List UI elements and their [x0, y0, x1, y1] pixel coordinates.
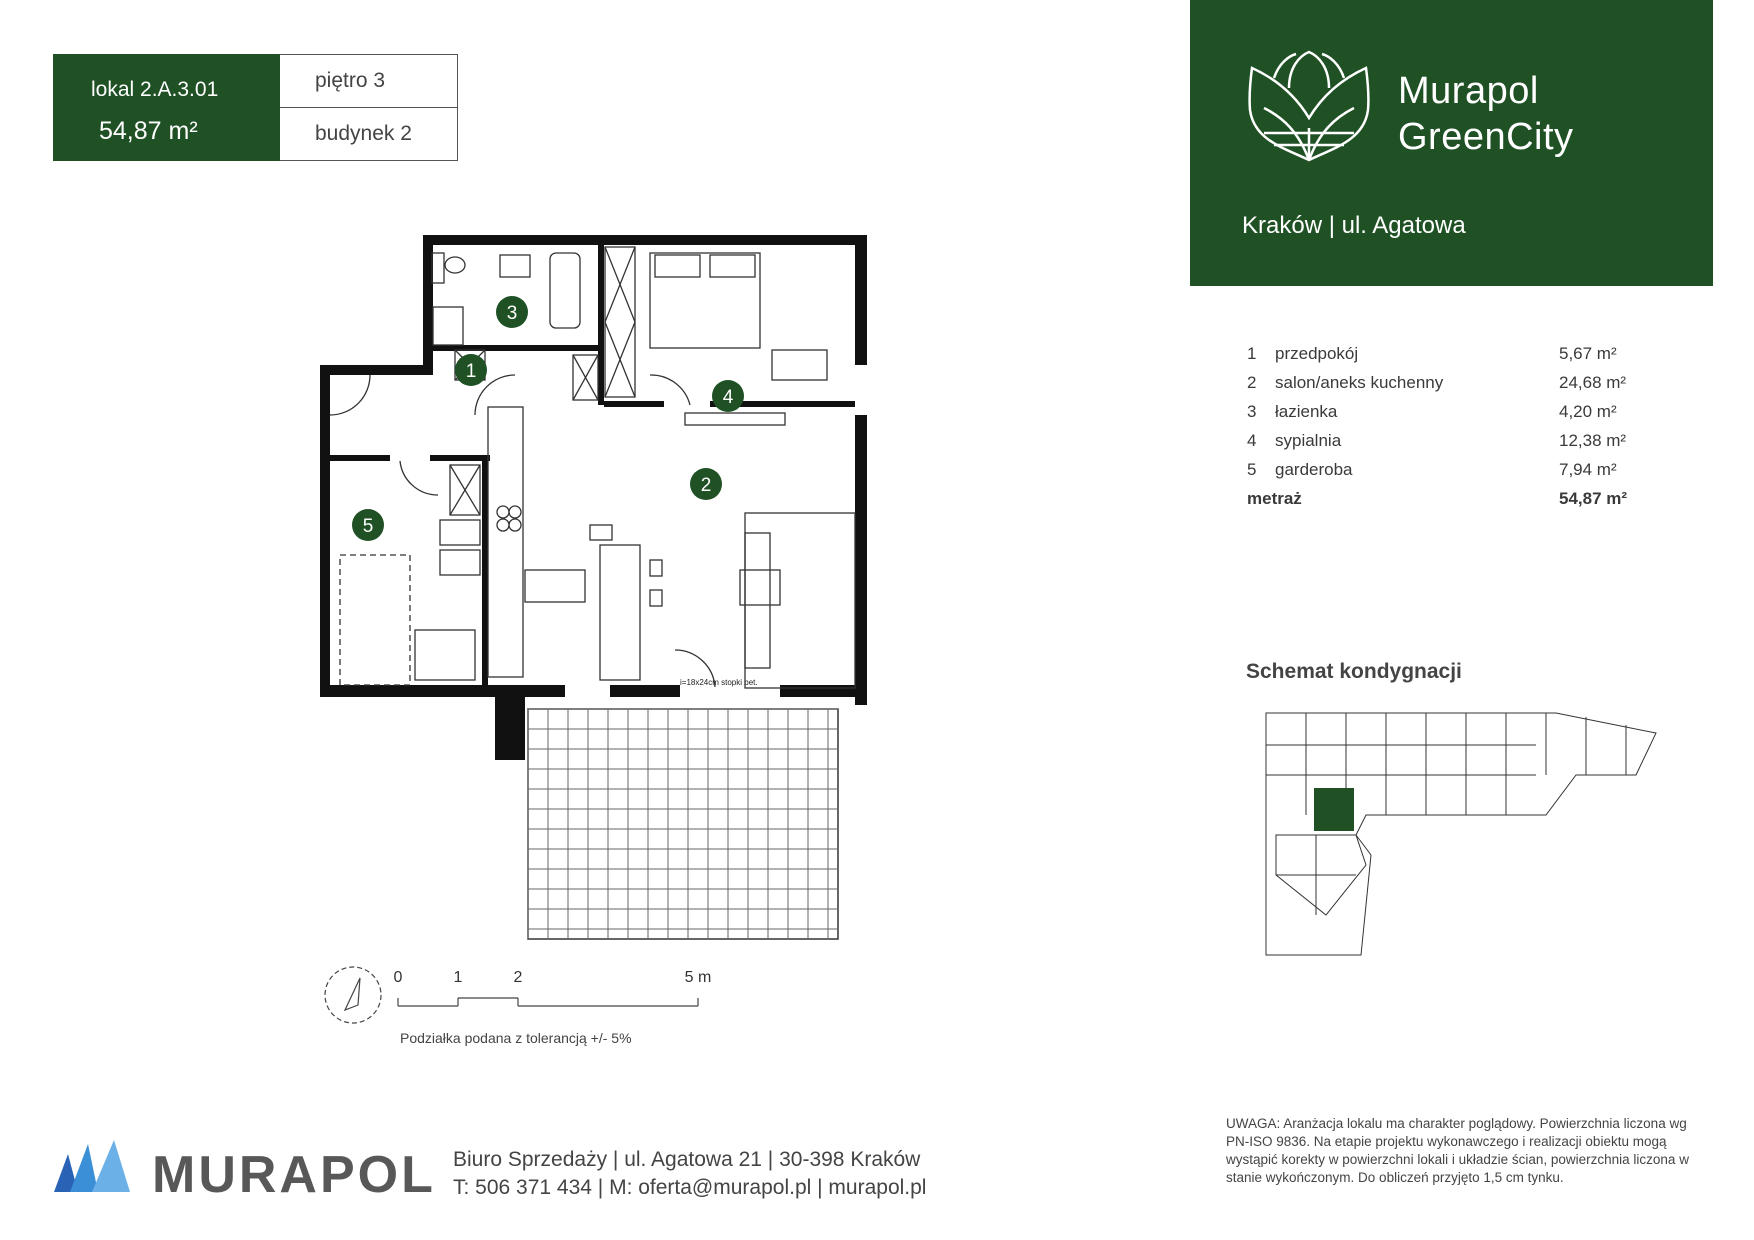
terrace: [528, 709, 838, 939]
walls: [320, 235, 867, 760]
room-marker-1: [455, 354, 487, 386]
brand-panel: [1190, 0, 1713, 286]
rooms-table: [1247, 344, 1647, 518]
tulip-logo-icon: [1244, 48, 1374, 163]
building-label: budynek 2: [315, 122, 412, 145]
unit-area: 54,87 m²: [99, 117, 198, 145]
unit-location-panel: [280, 54, 458, 161]
room-number: 5: [1247, 460, 1257, 479]
company-wordmark: MURAPOL: [152, 1146, 436, 1204]
svg-text:3: 3: [506, 303, 518, 324]
scale-tick-1: 1: [453, 969, 463, 986]
room-name: sypialnia: [1275, 431, 1342, 450]
total-area: 54,87 m²: [1559, 489, 1628, 508]
furniture: [330, 247, 855, 688]
disclaimer-note: UWAGA: Aranżacja lokalu ma charakter poglądowy. Powierzchnia liczona wg PN-ISO 9836. Na etapie projektu wykonawczego i realizacji obiektu mogą wystąpić korekty w powierzchni lokali i układzie ścian, powierzchnia liczona w stanie wykończonym. Do obliczeń przyjęto 1,5 cm tynku.: [1226, 1116, 1689, 1185]
room-name: salon/aneks kuchenny: [1275, 373, 1444, 392]
room-marker-2: [690, 468, 722, 500]
brand-title-line2: GreenCity: [1398, 116, 1574, 158]
unit-number: lokal 2.A.3.01: [91, 78, 219, 101]
room-row: [1247, 460, 1647, 489]
floor-plan: [310, 225, 880, 985]
murapol-logo-icon: [54, 1140, 130, 1192]
svg-text:1: 1: [465, 361, 477, 382]
scale-tolerance: Podziałka podana z tolerancją +/- 5%: [400, 1030, 632, 1046]
svg-text:4: 4: [722, 387, 734, 408]
room-marker-3: [496, 296, 528, 328]
room-row: [1247, 431, 1647, 460]
room-row: [1247, 373, 1647, 402]
brand-title-line1: Murapol: [1398, 70, 1539, 112]
floor-schematic: [1246, 705, 1666, 965]
room-number: 2: [1247, 373, 1257, 392]
room-name: łazienka: [1275, 402, 1338, 421]
unit-location-highlight: [1314, 788, 1354, 831]
brand-location: Kraków | ul. Agatowa: [1242, 212, 1466, 239]
scale-tick-5: 5 m: [684, 969, 712, 986]
schematic-title: Schemat kondygnacji: [1246, 660, 1462, 683]
svg-text:5: 5: [362, 516, 374, 537]
unit-id-panel: [53, 54, 280, 161]
room-row: [1247, 344, 1647, 373]
svg-text:2: 2: [700, 475, 712, 496]
room-row: [1247, 402, 1647, 431]
floor-label: piętro 3: [280, 55, 457, 108]
room-name: garderoba: [1275, 460, 1353, 479]
sales-office-contact: T: 506 371 434 | M: oferta@murapol.pl | murapol.pl: [453, 1176, 927, 1199]
room-area: 7,94 m²: [1559, 460, 1617, 479]
room-number: 1: [1247, 344, 1257, 363]
stair-note: i=18x24cm stopki bet.: [680, 678, 758, 687]
total-label: metraż: [1247, 489, 1302, 508]
room-marker-5: [352, 509, 384, 541]
room-area: 24,68 m²: [1559, 373, 1627, 392]
room-area: 12,38 m²: [1559, 431, 1627, 450]
room-marker-4: [712, 380, 744, 412]
sales-office-address: Biuro Sprzedaży | ul. Agatowa 21 | 30-398 Kraków: [453, 1148, 921, 1171]
room-number: 3: [1247, 402, 1257, 421]
scale-bar: [320, 960, 740, 1030]
room-number: 4: [1247, 431, 1257, 450]
total-row: [1247, 489, 1647, 518]
room-area: 5,67 m²: [1559, 344, 1617, 363]
room-area: 4,20 m²: [1559, 402, 1617, 421]
scale-tick-2: 2: [513, 969, 523, 986]
room-name: przedpokój: [1275, 344, 1359, 363]
scale-tick-0: 0: [393, 969, 403, 986]
